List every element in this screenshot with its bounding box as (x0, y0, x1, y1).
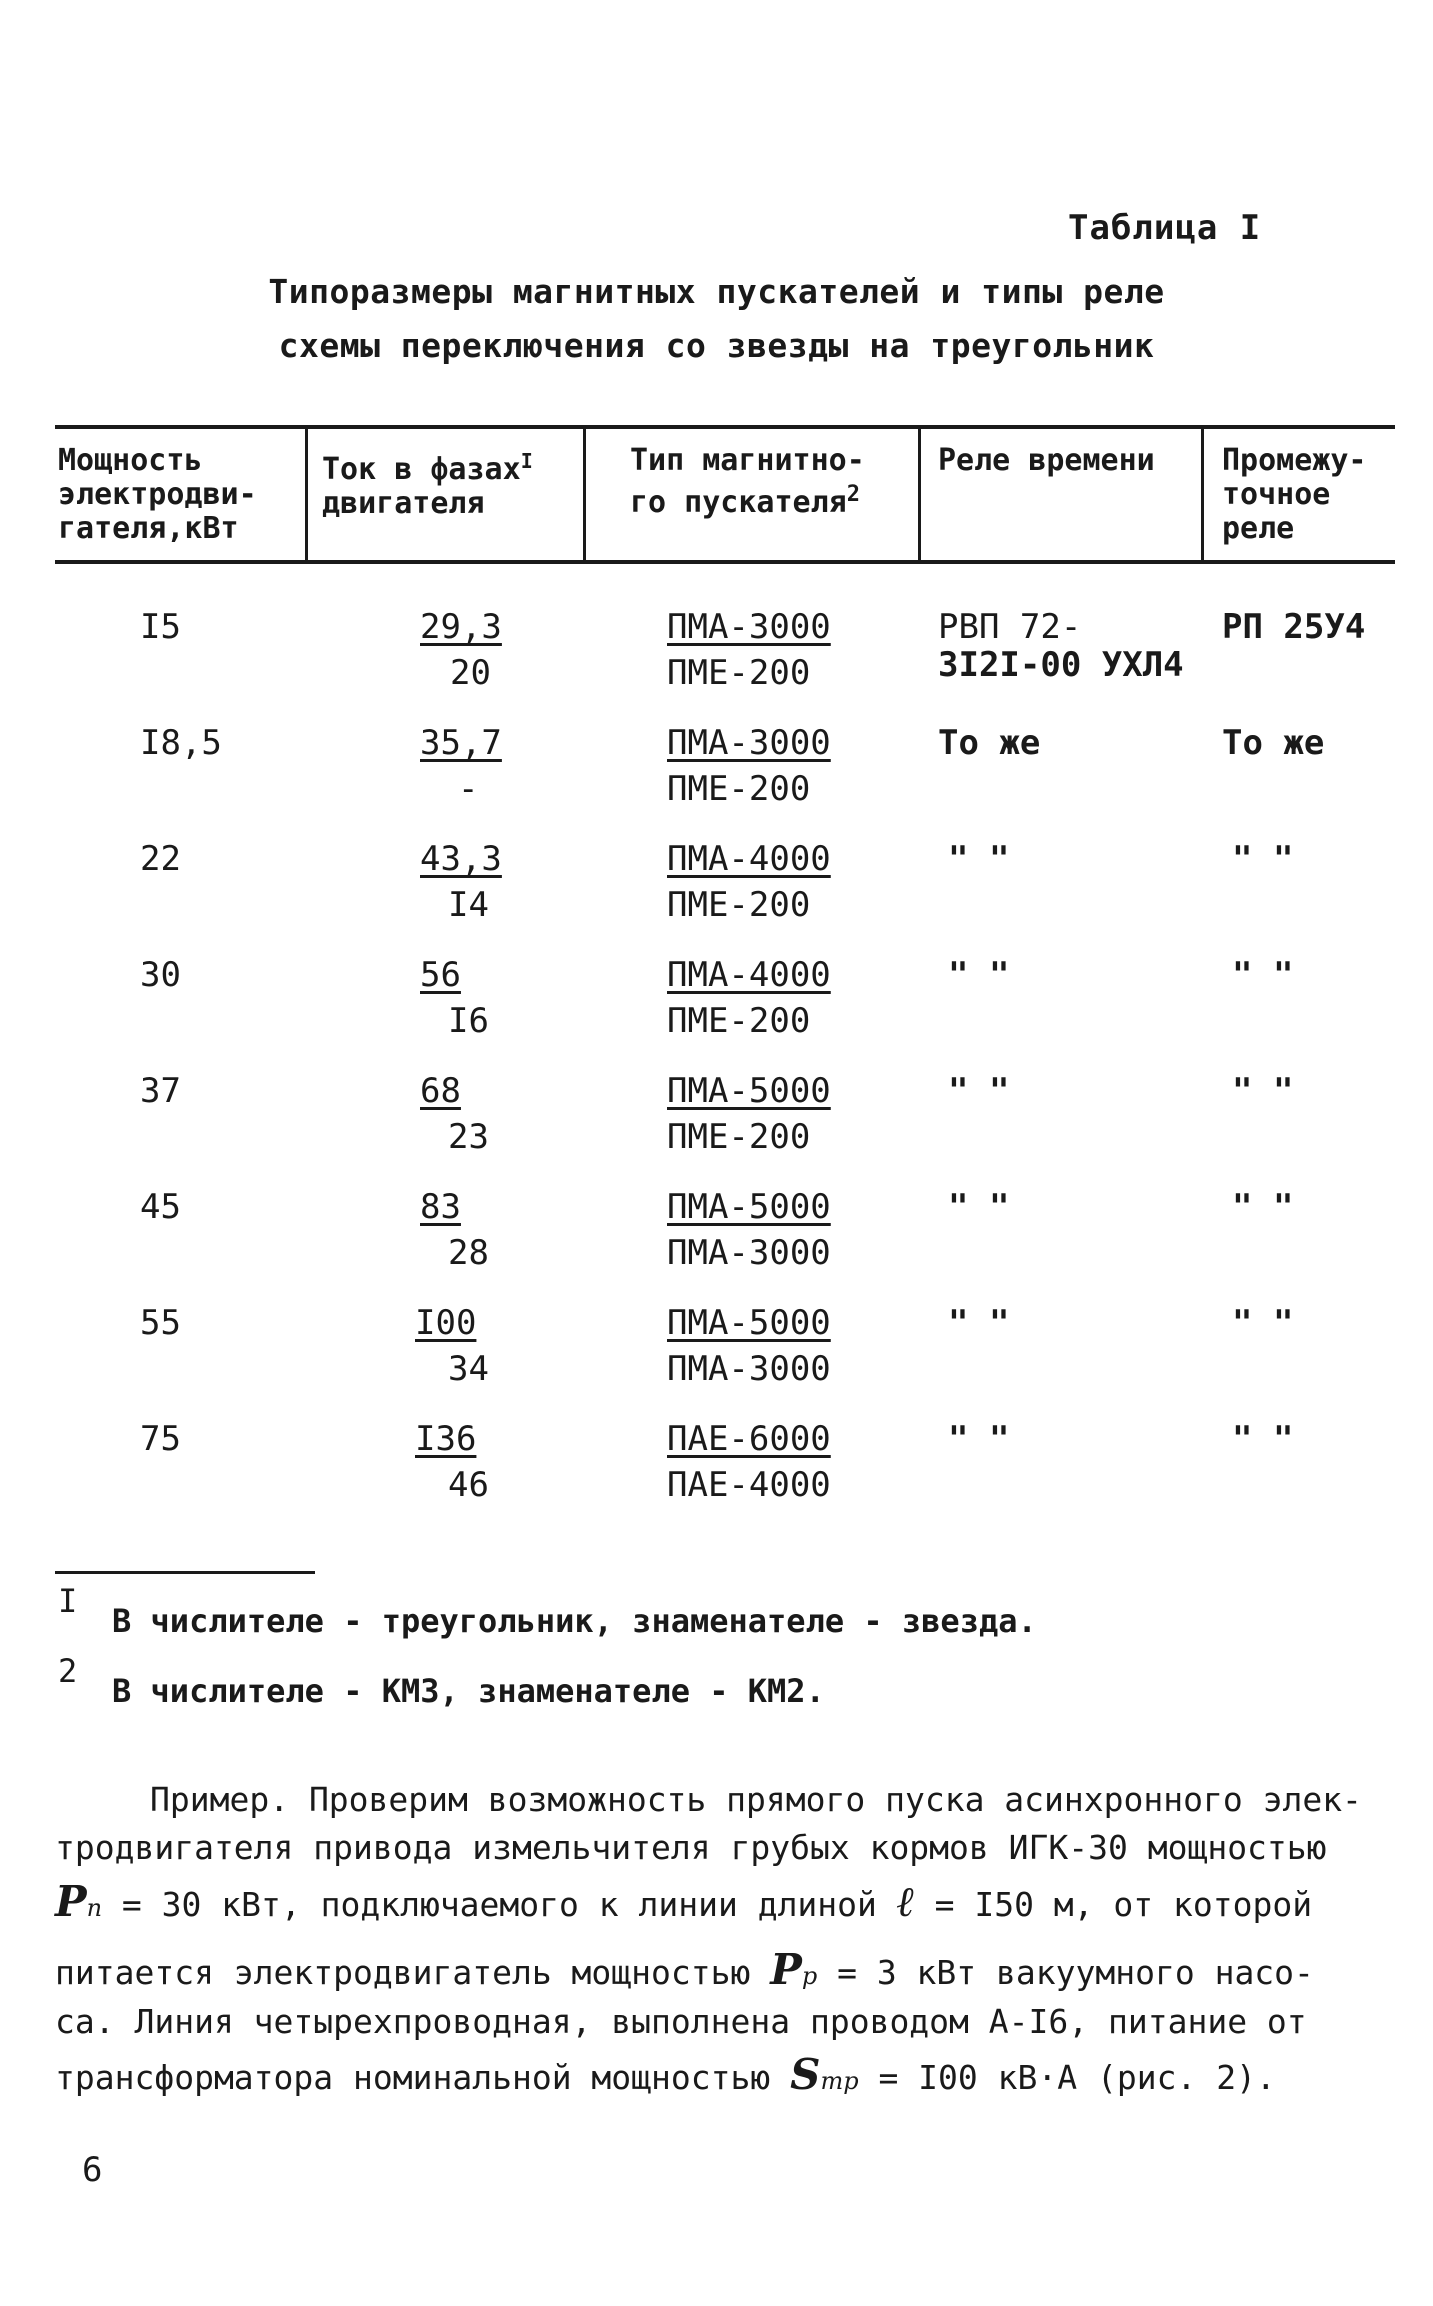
cell-power: 55 (140, 1303, 181, 1343)
cell-current-star: 46 (448, 1465, 489, 1505)
footnote-rule (55, 1571, 315, 1574)
cell-time-relay-cont: 3I2I-00 УХЛ4 (938, 645, 1184, 685)
col-divider-2 (583, 428, 586, 562)
footnote-1-text: В числителе - треугольник, знаменателе - звезда. (112, 1602, 1037, 1640)
footnote-2-text: В числителе - КМ3, знаменателе - КМ2. (112, 1672, 825, 1710)
cell-starter-km3: ПАЕ-6000 (667, 1419, 831, 1459)
power-symbol: P (770, 1945, 802, 1994)
cell-current-delta: 35,7 (420, 723, 502, 763)
cell-intermediate-relay: " " (1232, 1419, 1294, 1459)
cell-current-delta: 68 (420, 1071, 461, 1111)
cell-current-star: 34 (448, 1349, 489, 1389)
cell-starter-km3: ПМА-3000 (667, 723, 831, 763)
table-title-line2: схемы переключения со звезды на треугольник (278, 326, 1155, 365)
cell-starter-km2: ПМА-3000 (667, 1233, 831, 1273)
cell-power: 22 (140, 839, 181, 879)
cell-time-relay: То же (938, 723, 1041, 763)
header-power: Мощность электродви- гателя,кВт (58, 443, 257, 546)
cell-current-star: I6 (448, 1001, 489, 1041)
cell-power: 37 (140, 1071, 181, 1111)
cell-starter-km2: ПМЕ-200 (667, 1001, 811, 1041)
header-time-relay: Реле времени (938, 443, 1155, 478)
header-current: Ток в фазах$^I$ двигателя (322, 449, 533, 521)
cell-time-relay: " " (948, 1187, 1010, 1227)
cell-starter-km2: ПМЕ-200 (667, 769, 811, 809)
table-header-rule (55, 560, 1395, 564)
cell-current-delta: 29,3 (420, 607, 502, 647)
example-line-4: питается электродвигатель мощностью Pр = 3 кВт вакуумного насо- (55, 1945, 1314, 1994)
cell-starter-km3: ПМА-5000 (667, 1303, 831, 1343)
cell-current-delta: 43,3 (420, 839, 502, 879)
cell-intermediate-relay: " " (1232, 839, 1294, 879)
cell-current-star: 28 (448, 1233, 489, 1273)
cell-power: 75 (140, 1419, 181, 1459)
page-number: 6 (82, 2150, 103, 2190)
cell-current-delta: 83 (420, 1187, 461, 1227)
cell-starter-km3: ПМА-5000 (667, 1187, 831, 1227)
cell-starter-km2: ПМА-3000 (667, 1349, 831, 1389)
cell-starter-km2: ПМЕ-200 (667, 885, 811, 925)
cell-current-star: 23 (448, 1117, 489, 1157)
table-title-line1: Типоразмеры магнитных пускателей и типы реле (268, 272, 1165, 311)
cell-power: I8,5 (140, 723, 222, 763)
cell-time-relay: РВП 72- (938, 607, 1082, 647)
cell-intermediate-relay: То же (1222, 723, 1325, 763)
cell-starter-km2: ПМЕ-200 (667, 653, 811, 693)
cell-starter-km3: ПМА-3000 (667, 607, 831, 647)
cell-starter-km3: ПМА-4000 (667, 839, 831, 879)
cell-starter-km2: ПАЕ-4000 (667, 1465, 831, 1505)
cell-current-star: - (458, 769, 479, 809)
cell-current-star: I4 (448, 885, 489, 925)
cell-current-delta: 56 (420, 955, 461, 995)
table-caption: Таблица I (1068, 208, 1262, 248)
cell-power: 45 (140, 1187, 181, 1227)
cell-current-star: 20 (450, 653, 491, 693)
cell-time-relay: " " (948, 955, 1010, 995)
length-symbol: ℓ (896, 1877, 915, 1926)
example-line-1: Пример. Проверим возможность прямого пуска асинхронного элек- (150, 1780, 1362, 1819)
cell-starter-km3: ПМА-4000 (667, 955, 831, 995)
example-line-2: тродвигателя привода измельчителя грубых кормов ИГК-30 мощностью (55, 1828, 1327, 1867)
example-line-5: са. Линия четырехпроводная, выполнена проводом А-I6, питание от (55, 2002, 1307, 2041)
cell-current-delta: I00 (415, 1303, 477, 1343)
cell-intermediate-relay: " " (1232, 1187, 1294, 1227)
example-line-3: Pп = 30 кВт, подключаемого к линии длиной ℓ = I50 м, от которой (55, 1877, 1313, 1926)
footnote-2-mark: 2 (58, 1652, 78, 1690)
cell-intermediate-relay: " " (1232, 1071, 1294, 1111)
power-symbol: P (55, 1877, 87, 1926)
cell-time-relay: " " (948, 1419, 1010, 1459)
col-divider-3 (918, 428, 921, 562)
cell-time-relay: " " (948, 839, 1010, 879)
col-divider-1 (305, 428, 308, 562)
col-divider-4 (1201, 428, 1204, 562)
cell-starter-km3: ПМА-5000 (667, 1071, 831, 1111)
cell-intermediate-relay: РП 25У4 (1222, 607, 1366, 647)
example-line-6: трансформатора номинальной мощностью Sтр = I00 кВ·А (рис. 2). (55, 2050, 1276, 2099)
cell-power: I5 (140, 607, 181, 647)
apparent-power-symbol: S (790, 2050, 821, 2099)
header-starter-type: Тип магнитно- го пускателя$^2$ (630, 443, 865, 520)
cell-time-relay: " " (948, 1071, 1010, 1111)
cell-time-relay: " " (948, 1303, 1010, 1343)
cell-power: 30 (140, 955, 181, 995)
cell-intermediate-relay: " " (1232, 955, 1294, 995)
table-top-rule (55, 425, 1395, 429)
cell-starter-km2: ПМЕ-200 (667, 1117, 811, 1157)
footnote-1-mark: I (58, 1582, 78, 1620)
header-intermediate-relay: Промежу- точное реле (1222, 443, 1367, 546)
cell-current-delta: I36 (415, 1419, 477, 1459)
cell-intermediate-relay: " " (1232, 1303, 1294, 1343)
